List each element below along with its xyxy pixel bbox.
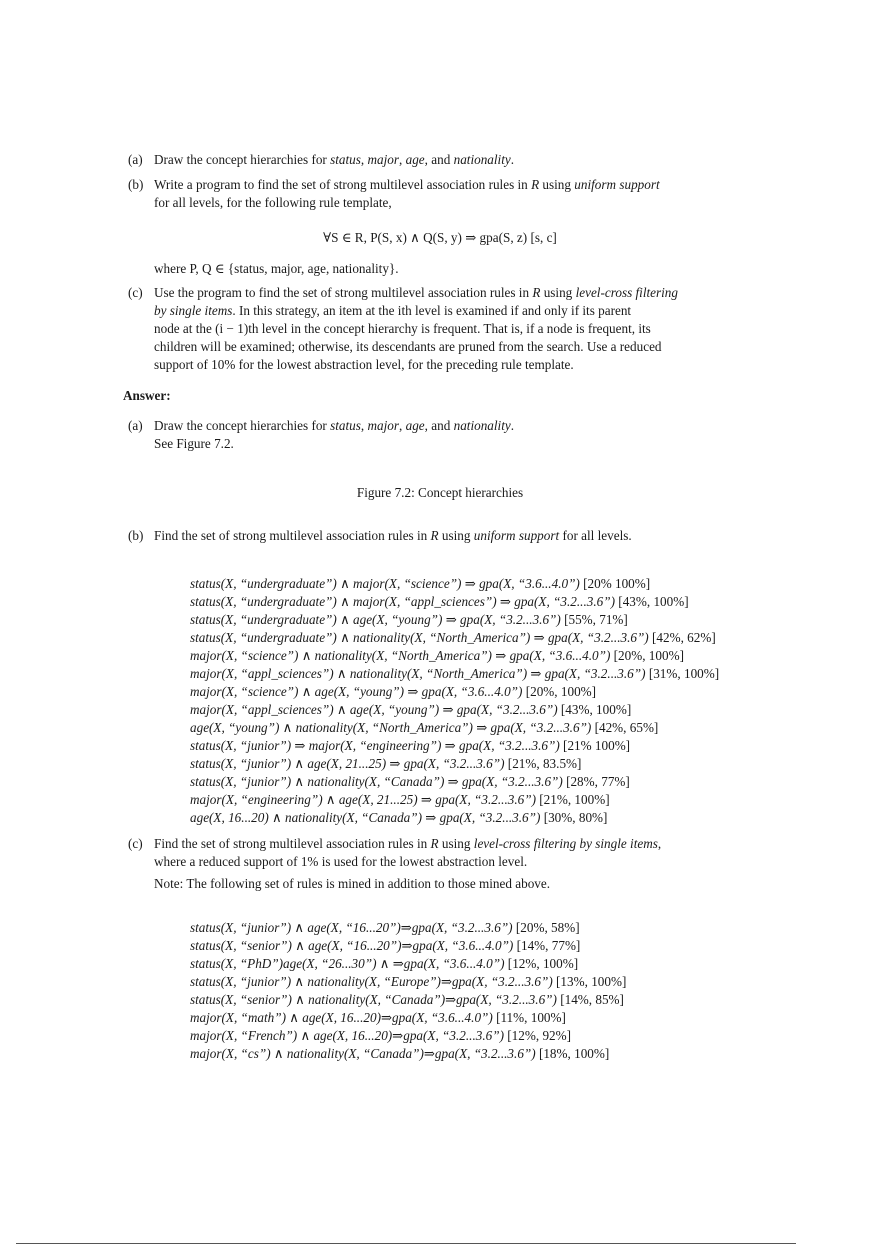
rule-line <box>190 593 830 611</box>
rule-line <box>190 647 830 665</box>
rule-line <box>190 683 830 701</box>
question-b-where: where P, Q ∈ {status, major, age, nationality}. <box>154 261 399 276</box>
answer-c-label: (c) <box>128 836 143 851</box>
rule-line <box>190 991 830 1009</box>
rule-stats: [21% 100%] <box>563 738 631 753</box>
rule-expression: status(X, “undergraduate”) ∧ major(X, “science”) ⇒ gpa(X, “3.6...4.0”) <box>190 576 580 591</box>
answer-b-label: (b) <box>128 528 144 543</box>
rule-expression: status(X, “junior”) ⇒ major(X, “engineering”) ⇒ gpa(X, “3.2...3.6”) <box>190 738 560 753</box>
rule-expression: age(X, 16...20) ∧ nationality(X, “Canada”) ⇒ gpa(X, “3.2...3.6”) <box>190 810 541 825</box>
rule-expression: major(X, “appl_sciences”) ∧ nationality(X, “North_America”) ⇒ gpa(X, “3.2...3.6”) <box>190 666 646 681</box>
rule-line <box>190 719 830 737</box>
rule-stats: [18%, 100%] <box>538 1046 610 1061</box>
rule-stats: [20%, 100%] <box>613 648 684 663</box>
rule-stats: [20%, 58%] <box>515 920 580 935</box>
rule-expression: major(X, “engineering”) ∧ age(X, 21...25) ⇒ gpa(X, “3.2...3.6”) <box>190 792 536 807</box>
rule-expression: status(X, “senior”) ∧ nationality(X, “Canada”)⇒gpa(X, “3.2...3.6”) <box>190 992 557 1007</box>
rule-stats: [12%, 100%] <box>507 956 579 971</box>
rule-expression: status(X, “junior”) ∧ age(X, “16...20”)⇒gpa(X, “3.2...3.6”) <box>190 920 513 935</box>
rule-line <box>190 629 830 647</box>
rule-stats: [55%, 71%] <box>564 612 628 627</box>
question-a-text: Draw the concept hierarchies for status, major, age, and nationality. <box>154 152 515 167</box>
rule-template-formula: ∀S ∈ R, P(S, x) ∧ Q(S, y) ⇒ gpa(S, z) [s, c] <box>323 230 557 245</box>
footer-rule <box>16 1243 796 1244</box>
rule-expression: status(X, “undergraduate”) ∧ major(X, “appl_sciences”) ⇒ gpa(X, “3.2...3.6”) <box>190 594 615 609</box>
rule-line <box>190 919 830 937</box>
answer-c-line1: Find the set of strong multilevel association rules in R using level-cross filtering by single items, <box>154 836 662 851</box>
rule-expression: age(X, “young”) ∧ nationality(X, “North_America”) ⇒ gpa(X, “3.2...3.6”) <box>190 720 592 735</box>
rule-expression: major(X, “science”) ∧ nationality(X, “North_America”) ⇒ gpa(X, “3.6...4.0”) <box>190 648 611 663</box>
answer-a-text: Draw the concept hierarchies for status, major, age, and nationality. <box>154 418 515 433</box>
rules-list-uniform-support <box>190 575 830 827</box>
question-c-line: support of 10% for the lowest abstraction level, for the preceding rule template. <box>154 357 574 372</box>
rule-stats: [43%, 100%] <box>560 702 632 717</box>
rule-line <box>190 665 830 683</box>
rule-stats: [21%, 100%] <box>539 792 610 807</box>
rule-stats: [14%, 77%] <box>516 938 581 953</box>
rule-expression: status(X, “undergraduate”) ∧ age(X, “young”) ⇒ gpa(X, “3.2...3.6”) <box>190 612 561 627</box>
rule-line <box>190 773 830 791</box>
rule-expression: status(X, “undergraduate”) ∧ nationality(X, “North_America”) ⇒ gpa(X, “3.2...3.6”) <box>190 630 649 645</box>
rule-line <box>190 1009 830 1027</box>
question-c-line: Use the program to find the set of strong multilevel association rules in R using level-cross filtering <box>154 285 678 300</box>
rule-line <box>190 701 830 719</box>
rule-line <box>190 1045 830 1063</box>
answer-a-label: (a) <box>128 418 143 433</box>
rule-expression: status(X, “junior”) ∧ nationality(X, “Canada”) ⇒ gpa(X, “3.2...3.6”) <box>190 774 563 789</box>
rule-stats: [43%, 100%] <box>618 594 689 609</box>
rule-expression: status(X, “junior”) ∧ nationality(X, “Europe”)⇒gpa(X, “3.2...3.6”) <box>190 974 553 989</box>
question-b-line2: for all levels, for the following rule template, <box>154 195 392 210</box>
rule-stats: [11%, 100%] <box>496 1010 566 1025</box>
answer-heading: Answer: <box>123 388 171 403</box>
rule-stats: [42%, 65%] <box>594 720 659 735</box>
rule-expression: major(X, “appl_sciences”) ∧ age(X, “young”) ⇒ gpa(X, “3.2...3.6”) <box>190 702 558 717</box>
question-a-label: (a) <box>128 152 143 167</box>
rules-list-level-cross <box>190 919 830 1063</box>
rule-line <box>190 575 830 593</box>
rule-line <box>190 809 830 827</box>
question-c-line: node at the (i − 1)th level in the concept hierarchy is frequent. That is, if a node is frequent, its <box>154 321 651 336</box>
rule-line <box>190 1027 830 1045</box>
rule-line <box>190 755 830 773</box>
question-c-line: by single items. In this strategy, an item at the ith level is examined if and only if its parent <box>154 303 632 318</box>
rule-stats: [20% 100%] <box>583 576 651 591</box>
rule-line <box>190 955 830 973</box>
rule-stats: [31%, 100%] <box>648 666 720 681</box>
rule-expression: status(X, “PhD”)age(X, “26...30”) ∧ ⇒gpa(X, “3.6...4.0”) <box>190 956 505 971</box>
rule-expression: major(X, “French”) ∧ age(X, 16...20)⇒gpa(X, “3.2...3.6”) <box>190 1028 504 1043</box>
rule-expression: major(X, “science”) ∧ age(X, “young”) ⇒ gpa(X, “3.6...4.0”) <box>190 684 523 699</box>
question-c-line: children will be examined; otherwise, its descendants are pruned from the search. Use a reduced <box>154 339 662 354</box>
question-b-line1: Write a program to find the set of strong multilevel association rules in R using uniform support <box>154 177 660 192</box>
answer-a-see-figure: See Figure 7.2. <box>154 436 234 451</box>
answer-b-text: Find the set of strong multilevel association rules in R using uniform support for all levels. <box>154 528 632 543</box>
rule-stats: [13%, 100%] <box>556 974 627 989</box>
answer-c-note: Note: The following set of rules is mined in addition to those mined above. <box>154 876 551 891</box>
question-b-label: (b) <box>128 177 144 192</box>
rule-stats: [14%, 85%] <box>560 992 624 1007</box>
rule-stats: [28%, 77%] <box>566 774 630 789</box>
rule-stats: [30%, 80%] <box>543 810 608 825</box>
rule-expression: status(X, “senior”) ∧ age(X, “16...20”)⇒gpa(X, “3.6...4.0”) <box>190 938 514 953</box>
rule-stats: [21%, 83.5%] <box>507 756 582 771</box>
rule-stats: [42%, 62%] <box>652 630 716 645</box>
rule-line <box>190 791 830 809</box>
answer-c-line2: where a reduced support of 1% is used for the lowest abstraction level. <box>154 854 528 869</box>
question-c-label: (c) <box>128 285 143 300</box>
figure-caption: Figure 7.2: Concept hierarchies <box>356 485 524 500</box>
rule-line <box>190 937 830 955</box>
rule-stats: [20%, 100%] <box>525 684 597 699</box>
rule-line <box>190 737 830 755</box>
rule-line <box>190 611 830 629</box>
rule-expression: status(X, “junior”) ∧ age(X, 21...25) ⇒ gpa(X, “3.2...3.6”) <box>190 756 505 771</box>
rule-expression: major(X, “cs”) ∧ nationality(X, “Canada”)⇒gpa(X, “3.2...3.6”) <box>190 1046 536 1061</box>
rule-line <box>190 973 830 991</box>
rule-stats: [12%, 92%] <box>507 1028 572 1043</box>
rule-expression: major(X, “math”) ∧ age(X, 16...20)⇒gpa(X, “3.6...4.0”) <box>190 1010 493 1025</box>
